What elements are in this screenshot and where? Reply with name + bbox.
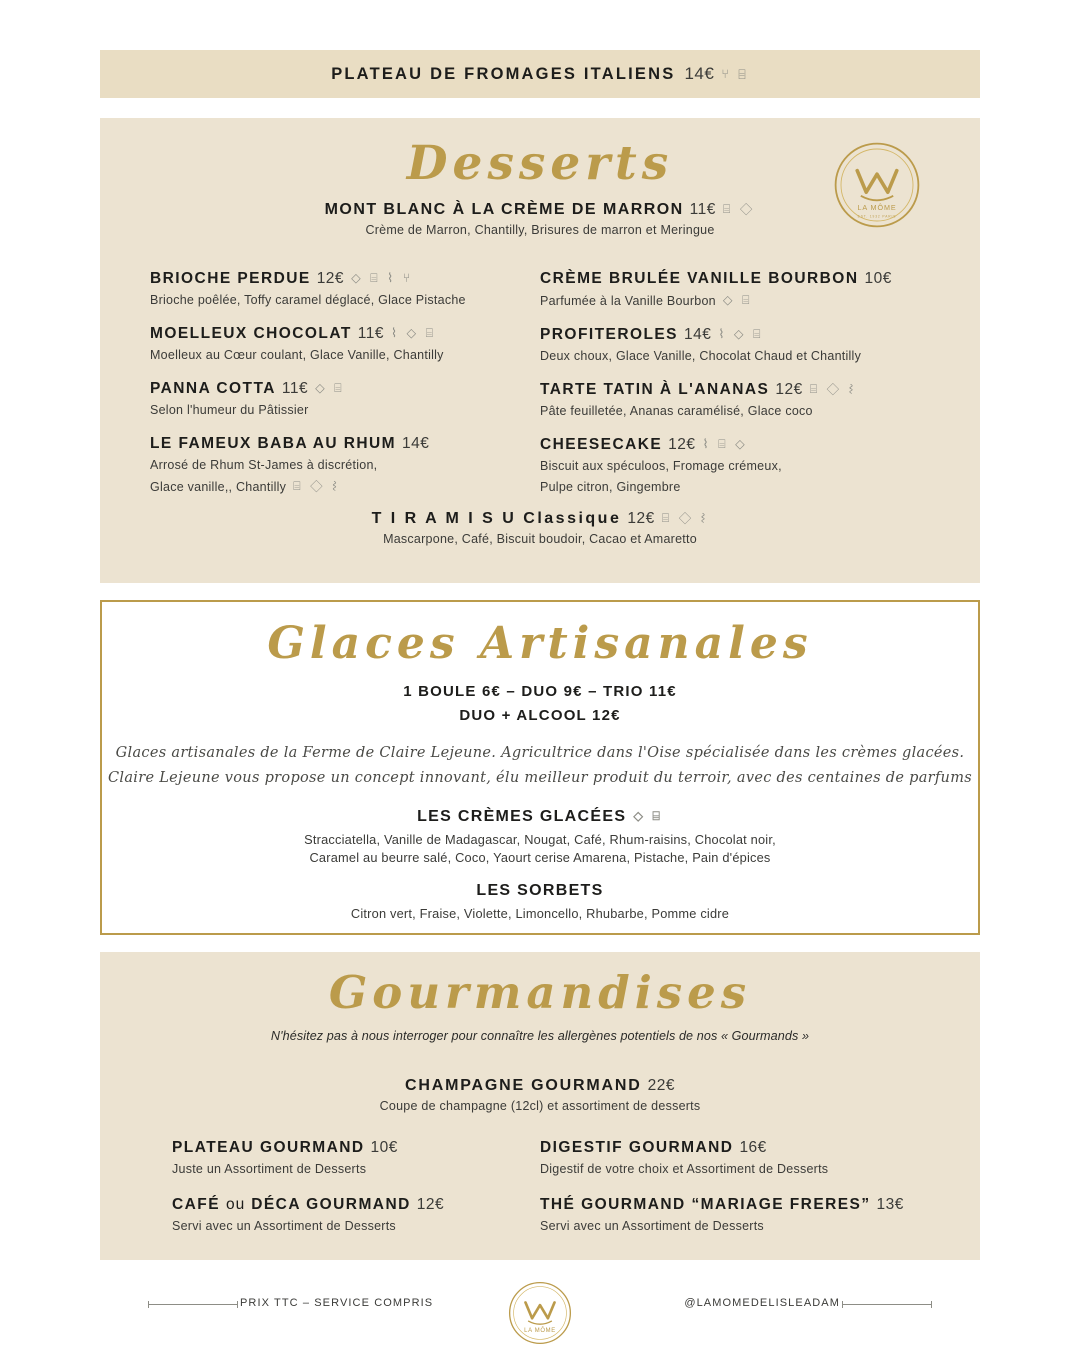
dish-price: 12€ <box>416 1195 445 1213</box>
dish-price: 10€ <box>370 1139 398 1156</box>
dish-name: MONT BLANC À LA CRÈME DE MARRON <box>324 201 684 218</box>
dish-name: BRIOCHE PERDUE <box>150 270 311 287</box>
dish-price: 10€ <box>864 270 892 287</box>
allergen-glyphs-icon: ⌸ ◇ ⌇ <box>809 381 857 396</box>
dessert-panna-cotta <box>150 380 490 419</box>
dish-price: 16€ <box>739 1139 767 1156</box>
gourmand-plateau <box>172 1139 490 1178</box>
sorbets-flavors <box>102 905 978 924</box>
desserts-heading: Desserts <box>406 136 674 191</box>
footer-price-note: PRIX TTC – SERVICE COMPRIS <box>240 1297 434 1309</box>
allergen-glyphs-icon: ⌇ ⌸ ◇ <box>702 436 748 451</box>
footer <box>100 1288 980 1335</box>
allergen-glyphs-icon: ⌸ ◇ ⌇ <box>661 511 709 525</box>
dish-price: 12€ <box>775 380 803 398</box>
dish-name: TARTE TATIN À L'ANANAS <box>540 380 770 398</box>
gourmand-cafe-deca <box>172 1196 490 1235</box>
cheese-plate-price: 14€ <box>684 64 715 83</box>
footer-social-handle: @LAMOMEDELISLEADAM <box>684 1297 840 1309</box>
gourmand-digestif <box>540 1139 930 1178</box>
dish-name: CHAMPAGNE GOURMAND <box>405 1077 642 1094</box>
flavor-line-1: Citron vert, Fraise, Violette, Limoncello, Rhubarbe, Pomme cidre <box>350 905 730 921</box>
dish-price: 12€ <box>627 510 655 527</box>
dish-name-connector: ou <box>226 1195 246 1213</box>
dish-name: PLATEAU GOURMAND <box>172 1139 365 1156</box>
dish-price: 12€ <box>316 270 345 287</box>
dish-price: 14€ <box>683 325 712 343</box>
dessert-creme-brulee <box>540 270 930 310</box>
sorbets-heading: LES SORBETS <box>476 881 604 899</box>
cremes-glacees-label: LES CRÈMES GLACÉES <box>417 807 627 825</box>
dish-description: Pâte feuilletée, Ananas caramélisé, Glace coco <box>540 403 813 418</box>
dish-name: LE FAMEUX BABA AU RHUM <box>150 434 397 452</box>
gourmand-the-mariage-freres <box>540 1196 930 1235</box>
dish-description: Coupe de champagne (12cl) et assortiment de desserts <box>379 1099 701 1113</box>
glaces-heading: Glaces Artisanales <box>267 618 813 669</box>
dish-description: Deux choux, Glace Vanille, Chocolat Chaud et Chantilly <box>540 348 862 363</box>
dish-name: MOELLEUX CHOCOLAT <box>150 324 352 342</box>
dish-description: Digestif de votre choix et Assortiment de Desserts <box>540 1162 829 1176</box>
dish-description: Crème de Marron, Chantilly, Brisures de marron et Meringue <box>365 223 715 237</box>
glaces-note-line-2: Claire Lejeune vous propose un concept innovant, élu meilleur produit du terroir, avec des centaines de parfums <box>108 770 972 787</box>
dessert-profiteroles <box>540 326 930 365</box>
gourmandises-right-column <box>540 1139 980 1253</box>
gourmandises-section <box>100 952 980 1260</box>
glaces-section <box>100 600 980 935</box>
dish-price: 13€ <box>876 1195 904 1213</box>
allergen-glyphs-icon: ◇ ⌸ <box>722 293 753 307</box>
desserts-columns <box>100 270 980 511</box>
dish-price: 14€ <box>402 434 430 452</box>
dish-description: Arrosé de Rhum St-James à discrétion, <box>150 457 378 472</box>
dish-name: CRÈME BRULÉE VANILLE BOURBON <box>540 270 859 287</box>
allergen-note: N'hésitez pas à nous interroger pour connaître les allergènes potentiels de nos « Gourmands » <box>270 1029 810 1043</box>
dish-name: DIGESTIF GOURMAND <box>540 1139 734 1156</box>
dish-description: Brioche poêlée, Toffy caramel déglacé, Glace Pistache <box>150 293 466 307</box>
dessert-cheesecake <box>540 436 930 496</box>
dish-price: 12€ <box>668 435 696 453</box>
allergen-glyphs-icon: ◇ ⌸ ⌇ ⑂ <box>351 271 414 285</box>
gourmand-champagne <box>100 1077 980 1113</box>
desserts-section <box>100 118 980 583</box>
allergen-glyphs-icon: ⌇ ◇ ⌸ <box>718 326 764 341</box>
dish-description <box>540 292 930 310</box>
dish-description-2: Pulpe citron, Gingembre <box>540 479 681 494</box>
dessert-tiramisu <box>100 510 980 546</box>
dish-description: Moelleux au Cœur coulant, Glace Vanille, Chantilly <box>150 347 444 362</box>
cremes-glacees-heading <box>102 808 978 826</box>
cremes-glacees-flavors <box>102 831 978 868</box>
glaces-prices <box>102 680 978 727</box>
dish-description: Juste un Assortiment de Desserts <box>172 1162 367 1176</box>
dish-price: 11€ <box>357 324 384 342</box>
dish-description: Biscuit aux spéculoos, Fromage crémeux, <box>540 458 782 473</box>
allergen-glyphs-icon: ◇ ⌸ <box>315 380 345 395</box>
flavor-line-2: Caramel au beurre salé, Coco, Yaourt cerise Amarena, Pistache, Pain d'épices <box>309 850 771 866</box>
dish-description-line: Parfumée à la Vanille Bourbon <box>540 294 716 308</box>
glaces-note-line-1: Glaces artisanales de la Ferme de Claire Lejeune. Agricultrice dans l'Oise spécialisée dans les crèmes glacées. <box>115 744 965 761</box>
gourmandises-columns <box>100 1139 980 1253</box>
dish-description-line: Glace vanille,, Chantilly <box>150 479 287 494</box>
la-mome-logo <box>832 140 922 230</box>
allergen-glyphs-icon: ⌸ ◇ ⌇ <box>293 478 340 493</box>
dessert-tarte-tatin <box>540 381 930 420</box>
allergen-glyphs-icon: ◇ ⌸ <box>633 808 663 823</box>
dish-name: T I R A M I S U Classique <box>371 510 622 527</box>
glaces-note <box>102 741 978 792</box>
flavor-line-1: Stracciatella, Vanille de Madagascar, Nougat, Café, Rhum-raisins, Chocolat noir, <box>304 831 776 847</box>
dish-name: PROFITEROLES <box>540 325 678 343</box>
dish-price: 22€ <box>647 1077 675 1094</box>
footer-rule-left <box>148 1304 238 1305</box>
dish-name: THÉ GOURMAND “MARIAGE FRERES” <box>540 1195 871 1213</box>
svg-text:LA MÔME: LA MÔME <box>857 203 897 213</box>
glaces-price-line-1: 1 BOULE 6€ – DUO 9€ – TRIO 11€ <box>403 683 677 701</box>
svg-text:EST. 1932 PARIS: EST. 1932 PARIS <box>857 214 897 219</box>
dish-name: PANNA COTTA <box>150 379 276 397</box>
dish-description: Mascarpone, Café, Biscuit boudoir, Cacao et Amaretto <box>383 532 697 546</box>
desserts-left-column <box>100 270 540 511</box>
cheese-plate-title: PLATEAU DE FROMAGES ITALIENS <box>331 64 676 83</box>
dish-name-end: DÉCA GOURMAND <box>251 1195 411 1213</box>
dish-description: Servi avec un Assortiment de Desserts <box>540 1218 764 1233</box>
allergen-glyphs-icon: ⑂ ⌸ <box>721 67 749 81</box>
gourmandises-heading: Gourmandises <box>328 966 752 1019</box>
glaces-price-line-2: DUO + ALCOOL 12€ <box>459 706 621 724</box>
dish-description-2 <box>150 478 490 496</box>
dish-price: 11€ <box>689 201 716 218</box>
dessert-brioche-perdue <box>150 270 490 309</box>
dish-name: CHEESECAKE <box>540 435 663 453</box>
dish-name: CAFÉ <box>172 1195 220 1213</box>
svg-text:LA MÔME: LA MÔME <box>524 1328 556 1335</box>
dish-price: 11€ <box>281 379 309 397</box>
dish-description: Selon l'humeur du Pâtissier <box>150 402 309 417</box>
cheese-plate-bar <box>100 50 980 98</box>
desserts-right-column <box>540 270 980 511</box>
footer-rule-right <box>842 1304 932 1305</box>
dessert-baba-au-rhum <box>150 435 490 496</box>
dish-description: Servi avec un Assortiment de Desserts <box>172 1218 396 1233</box>
la-mome-logo-footer <box>507 1280 573 1346</box>
dessert-moelleux-chocolat <box>150 325 490 364</box>
gourmandises-left-column <box>100 1139 540 1253</box>
allergen-glyphs-icon: ⌸ ◇ <box>722 202 756 216</box>
allergen-glyphs-icon: ⌇ ◇ ⌸ <box>390 325 437 340</box>
